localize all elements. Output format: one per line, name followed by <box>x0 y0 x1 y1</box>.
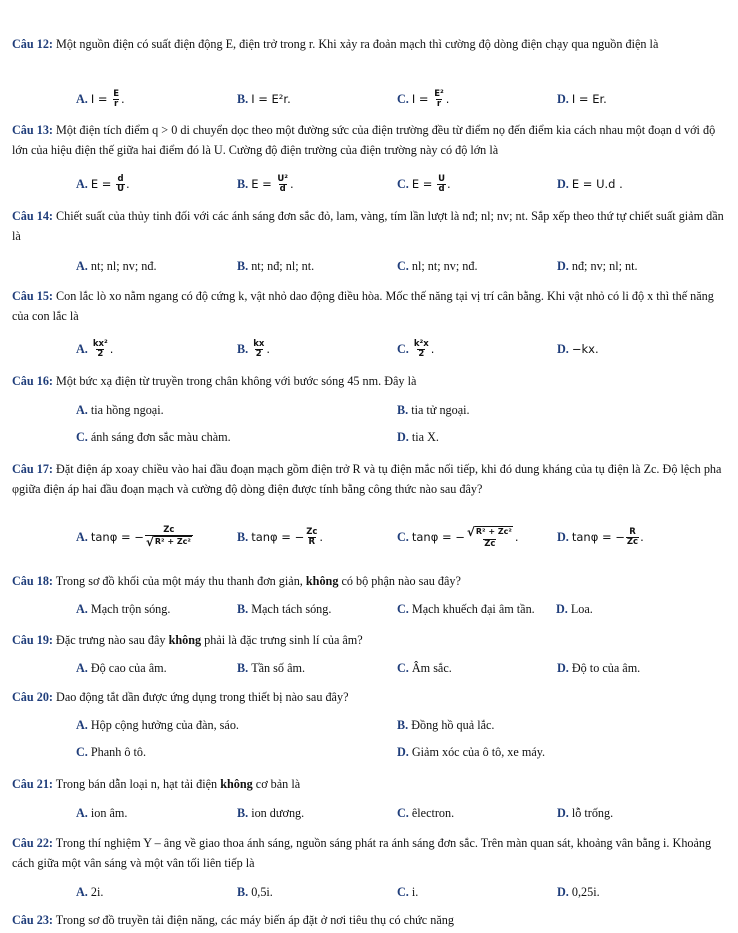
option-b[interactable]: B. ion dương. <box>237 805 305 820</box>
option-d[interactable]: D. E = U.d . <box>557 176 623 191</box>
option-letter: D. <box>557 884 569 899</box>
option-b[interactable]: B. Tần số âm. <box>237 660 306 675</box>
option-letter: D. <box>397 744 409 759</box>
question-number: Câu 16: <box>12 374 53 388</box>
keyword-khong: không <box>220 777 253 791</box>
option-letter: D. <box>557 660 569 675</box>
question-14 <box>12 206 726 246</box>
option-d[interactable]: D. 0,25i. <box>557 884 600 899</box>
question-text: Dao động tắt dần được ứng dụng trong thiết bị nào sau đây? <box>56 690 349 704</box>
option-c[interactable]: C. tanφ = − √ R² + Zc² Zc . <box>397 524 519 549</box>
question-text: Trong thí nghiệm Y – âng về giao thoa ánh sáng, nguồn sáng phát ra ánh sáng đơn sắc. Trên màn quan sát, khoảng vân bằng i. Khoảng cách giữa một vân sáng và một vân tối liên tiếp là <box>12 836 712 870</box>
question-16 <box>12 371 726 391</box>
option-letter: B. <box>237 884 249 899</box>
option-d[interactable]: D. tanφ = − $\frac{R}{Zc}$ . <box>557 526 644 547</box>
options-18 <box>0 596 738 622</box>
option-c[interactable]: C. nl; nt; nv; nđ. <box>397 258 478 273</box>
question-text: Một nguồn điện có suất điện động E, điện trở trong r. Khi xảy ra đoản mạch thì cường độ dòng điện chạy qua nguồn điện là <box>56 37 659 51</box>
options-22 <box>0 879 738 905</box>
option-c[interactable]: C. i. <box>397 884 419 899</box>
option-letter: B. <box>237 805 249 820</box>
options-20-row2 <box>0 739 738 765</box>
question-text: Một điện tích điểm q > 0 di chuyển dọc theo một đường sức của điện trường đều từ điểm nọ đến điểm kia cách nhau một đoạn d với độ lớn của hiệu điện thế giữa hai điểm đó là U. Cường độ điện trường của điện trường này có độ lớn là <box>12 123 716 157</box>
option-b[interactable]: B. I = E²r. <box>237 91 291 106</box>
options-19 <box>0 655 738 681</box>
question-text: Đặt điện áp xoay chiều vào hai đầu đoạn mạch gồm điện trở R và tụ điện mắc nối tiếp, khi đó dung kháng của tụ điện là Zc. Độ lệch pha φgiữa điện áp hai đầu đoạn mạch và cường độ dòng điện được tính bằng công thức nào sau đây? <box>12 462 722 496</box>
question-number: Câu 22: <box>12 836 53 850</box>
question-15 <box>12 286 726 326</box>
question-17 <box>12 459 726 499</box>
question-12 <box>12 34 726 54</box>
question-number: Câu 12: <box>12 37 53 51</box>
options-12 <box>0 86 738 112</box>
option-letter: A. <box>76 601 88 616</box>
option-letter: A. <box>76 717 88 732</box>
option-letter: C. <box>397 805 409 820</box>
question-20 <box>12 687 726 707</box>
question-number: Câu 23: <box>12 913 53 927</box>
option-a[interactable]: A. I = $\frac{E}{r}$ . <box>76 88 125 109</box>
option-c[interactable]: C. I = $\frac{\text{E²}}{r}$ . <box>397 88 450 109</box>
keyword-khong: không <box>168 633 202 647</box>
option-d[interactable]: D. tia X. <box>397 429 439 444</box>
option-b[interactable]: B. nt; nđ; nl; nt. <box>237 258 315 273</box>
option-b[interactable]: B. Đồng hồ quả lắc. <box>397 717 495 732</box>
option-d[interactable]: D. −kx. <box>557 341 599 356</box>
option-letter: C. <box>397 601 409 616</box>
option-d[interactable]: D. Loa. <box>556 601 593 616</box>
option-d[interactable]: D. Độ to của âm. <box>557 660 641 675</box>
option-a[interactable]: A. Hộp cộng hưởng của đàn, sáo. <box>76 717 239 732</box>
option-letter: A. <box>76 805 88 820</box>
option-letter: A. <box>76 258 88 273</box>
option-c[interactable]: C. Âm sắc. <box>397 660 452 675</box>
option-letter: B. <box>237 660 249 675</box>
option-letter: D. <box>557 805 569 820</box>
option-a[interactable]: A. ion âm. <box>76 805 128 820</box>
options-16-row2 <box>0 424 738 450</box>
question-number: Câu 17: <box>12 462 53 476</box>
question-number: Câu 15: <box>12 289 53 303</box>
question-23 <box>12 910 726 930</box>
option-c[interactable]: C. Mạch khuếch đại âm tần. <box>397 601 535 616</box>
option-b[interactable]: B. tanφ = − $\frac{Zc}{R}$ . <box>237 526 324 547</box>
option-c[interactable]: C. ánh sáng đơn sắc màu chàm. <box>76 429 231 444</box>
question-number: Câu 19: <box>12 633 53 647</box>
option-c[interactable]: C. êlectron. <box>397 805 455 820</box>
option-c[interactable]: C. $\frac{\text{k²x}}{2}$ . <box>397 338 435 359</box>
option-c[interactable]: C. E = $\frac{U}{d}$ . <box>397 173 451 194</box>
option-letter: A. <box>76 402 88 417</box>
option-a[interactable]: A. E = $\frac{d}{U}$ . <box>76 173 130 194</box>
question-22 <box>12 833 726 873</box>
options-14 <box>0 253 738 279</box>
question-number: Câu 18: <box>12 574 53 588</box>
question-text: Trong sơ đồ truyền tải điện năng, các máy biến áp đặt ở nơi tiêu thụ có chức năng <box>55 913 454 927</box>
option-letter: C. <box>397 660 409 675</box>
question-number: Câu 21: <box>12 777 53 791</box>
option-b[interactable]: B. E = $\frac{\text{U²}}{d}$ . <box>237 173 294 194</box>
question-number: Câu 14: <box>12 209 53 223</box>
option-a[interactable]: A. 2i. <box>76 884 104 899</box>
question-number: Câu 13: <box>12 123 53 137</box>
option-letter: D. <box>556 601 568 616</box>
question-text: Một bức xạ điện từ truyền trong chân không với bước sóng 45 nm. Đây là <box>56 374 417 388</box>
options-17 <box>0 522 738 552</box>
option-d[interactable]: D. nđ; nv; nl; nt. <box>557 258 638 273</box>
option-d[interactable]: D. Giảm xóc của ô tô, xe máy. <box>397 744 546 759</box>
question-number: Câu 20: <box>12 690 53 704</box>
option-b[interactable]: B. 0,5i. <box>237 884 273 899</box>
option-letter: A. <box>76 884 88 899</box>
option-letter: C. <box>76 744 88 759</box>
option-letter: B. <box>237 601 249 616</box>
question-text: Chiết suất của thủy tinh đối với các ánh sáng đơn sắc đỏ, lam, vàng, tím lần lượt là nđ; nl; nv; nt. Sắp xếp theo thứ tự chiết suất giảm dần là <box>12 209 724 243</box>
option-letter: D. <box>397 429 409 444</box>
option-letter: B. <box>397 402 409 417</box>
question-19: Câu 19: Đặc trưng nào sau đây không phải là đặc trưng sinh lí của âm? <box>12 633 363 647</box>
option-a[interactable]: A. $\frac{\text{kx²}}{2}$ . <box>76 338 114 359</box>
option-d[interactable]: D. I = Er. <box>557 91 607 106</box>
option-a[interactable]: A. tia hồng ngoại. <box>76 402 164 417</box>
option-a[interactable]: A. nt; nl; nv; nđ. <box>76 258 157 273</box>
option-b[interactable]: B. $\frac{kx}{2}$ . <box>237 338 270 359</box>
option-a[interactable]: A. Độ cao của âm. <box>76 660 167 675</box>
options-16-row1 <box>0 397 738 423</box>
option-d[interactable]: D. lỗ trống. <box>557 805 614 820</box>
option-a[interactable]: A. Mạch trộn sóng. <box>76 601 171 616</box>
option-letter: B. <box>237 258 249 273</box>
option-b[interactable]: B. tia tử ngoại. <box>397 402 470 417</box>
question-18: Câu 18: Trong sơ đồ khối của một máy thu thanh đơn giản, không có bộ phận nào sau đây? <box>12 574 461 588</box>
option-letter: D. <box>557 258 569 273</box>
options-15 <box>0 336 738 362</box>
question-21: Câu 21: Trong bán dẫn loại n, hạt tải điện không cơ bản là <box>12 777 301 791</box>
options-13 <box>0 171 738 197</box>
option-b[interactable]: B. Mạch tách sóng. <box>237 601 332 616</box>
keyword-khong: không <box>305 574 339 588</box>
question-13 <box>12 120 726 160</box>
options-21 <box>0 800 738 826</box>
options-20-row1 <box>0 712 738 738</box>
option-letter: A. <box>76 660 88 675</box>
question-text: Con lắc lò xo nằm ngang có độ cứng k, vật nhỏ dao động điều hòa. Mốc thế năng tại vị trí cân bằng. Khi vật nhỏ có li độ x thì thế năng của con lắc là <box>12 289 714 323</box>
option-letter: C. <box>397 884 409 899</box>
option-letter: B. <box>397 717 409 732</box>
option-a[interactable]: A. tanφ = − Zc √ R² + Zc² <box>76 524 191 549</box>
option-letter: C. <box>397 258 409 273</box>
option-c[interactable]: C. Phanh ô tô. <box>76 744 147 759</box>
option-letter: C. <box>76 429 88 444</box>
